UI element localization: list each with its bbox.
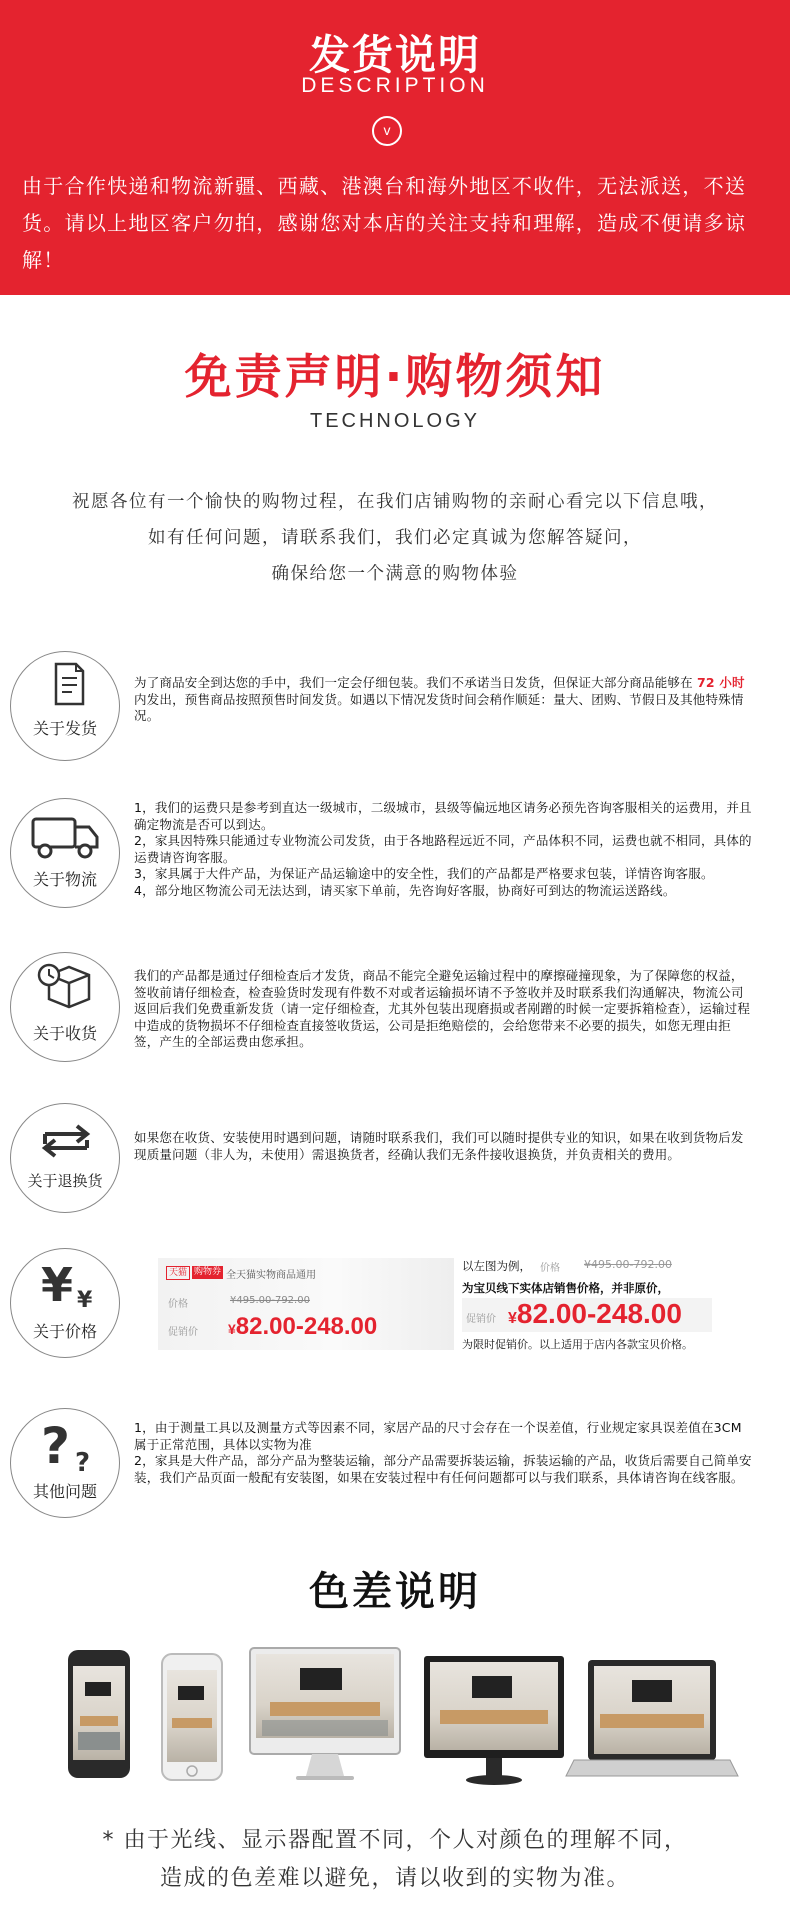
price-badge [10,1248,120,1358]
promo-explain-price [508,1298,682,1330]
promo-explain-value: 82.00-248.00 [516,1298,682,1329]
promo-field-label: 促销价 [168,1327,198,1338]
old-price: ¥495.00-792.00 [230,1295,310,1306]
shipping-label: 关于发货 [32,719,97,738]
logistics-text [134,800,754,899]
other-paragraph: 1，由于测量工具以及测量方式等因素不同，家居产品的尺寸会存在一个误差值，行业规定家具误差值在3CM属于正常范围，具体以实物为准 [134,1420,742,1452]
price-explain-label: 价格 [540,1263,560,1274]
truck-icon [11,799,121,909]
footnote-line: 造成的色差难以避免，请以收到的实物为准。 [159,1866,630,1891]
shipping-time-highlight: 72 小时 [696,675,745,690]
device-illustration [0,1640,790,1800]
color-section-title: 色差说明 [309,1569,481,1615]
returns-text: 如果您在收货、安装使用时遇到问题，请随时联系我们，我们可以随时提供专业的知识，如果在收到货物后发现质量问题（非人为，未使用）需退换货者，经确认我们无条件接收退换货，并负责相关的费用。 [134,1130,744,1162]
disclaimer-title: 免责声明·购物须知 [184,350,606,405]
svg-text:?: ? [41,1417,71,1475]
logistics-paragraph: 1，我们的运费只是参考到直达一级城市，二级城市，县级等偏远地区请务必预先咨询客服相关的运费用，并且确定物流是否可以到达。 [134,800,752,832]
logistics-label: 关于物流 [32,870,97,889]
shipping-text-before: 为了商品安全到达您的手中，我们一定会仔细包装。我们不承诺当日发货，但保证大部分商品能够在 [134,675,697,690]
banner-notice-text: 由于合作快递和物流新疆、西藏、港澳台和海外地区不收件，无法派送，不送货。请以上地区客户勿拍，感谢您对本店的关注支持和理解，造成不便请多谅解！ [22,174,747,272]
logistics-paragraph: 2，家具因特殊只能通过专业物流公司发货，由于各地路程远近不同，产品体积不同，运费也就不相同，具体的运费请咨询客服。 [134,833,752,865]
receiving-label: 关于收货 [32,1024,97,1043]
promo-explain-label: 促销价 [466,1314,496,1325]
promo-price-symbol: ¥ [228,1321,236,1337]
price-field-label: 价格 [168,1299,188,1310]
desktop-monitor-icon [250,1648,400,1780]
returns-label: 关于退换货 [27,1172,103,1190]
tmall-tag: 天猫 [166,1266,190,1280]
price-explain-old: ¥495.00-792.00 [584,1258,672,1271]
price-example-panel [158,1258,454,1350]
svg-text:?: ? [75,1448,91,1478]
logistics-paragraph: 4，部分地区物流公司无法达到，请买家下单前，先咨询好客服，协商好可到达的物流运送路线。 [134,882,676,898]
shipping-badge [10,651,120,761]
black-monitor-icon [424,1656,564,1785]
other-badge [10,1408,120,1518]
shipping-text [134,675,754,725]
package-clock-icon [11,953,121,1063]
phone-dark-icon [68,1650,130,1778]
logistics-paragraph: 3，家具属于大件产品，为保证产品运输途中的安全性，我们的产品都是严格要求包装，详情咨询客服。 [134,866,714,881]
logistics-badge [10,798,120,908]
banner-title: 发货说明 [309,31,481,79]
exchange-icon [11,1104,121,1214]
other-text [134,1420,754,1486]
receiving-text: 我们的产品都是通过仔细检查后才发货，商品不能完全避免运输过程中的摩擦碰撞现象，为了保障您的权益，签收前请仔细检查，检查验货时发现有件数不对或者运输损坏请不予签收并及时联系我们沟通解决，物流公司返回后我们免费重新发货（请一定仔细检查，尤其外包装出现磨损或者剐蹭的时候一定要拆箱检查），运输过程中造成的货物损坏不仔细检查直接签收货运，公司是拒绝赔偿的，会给您带来不必要的损失，如您无理由拒签，产生的全部运费由您承担。 [134,968,751,1049]
greeting-line: 确保给您一个满意的购物体验 [271,564,519,584]
price-explain-line: 为宝贝线下实体店销售价格，并非原价， [462,1281,669,1295]
price-explain-prefix: 以左图为例， [462,1259,531,1273]
promo-explain-symbol: ¥ [508,1310,517,1327]
chevron-down-icon: v [372,116,402,146]
coupon-text: 全天猫实物商品通用 [226,1270,316,1281]
svg-text:¥: ¥ [41,1258,74,1312]
phone-white-icon [162,1654,222,1780]
document-icon [11,652,121,762]
shipping-text-after: 内发出，预售商品按照预售时间发货。如遇以下情况发货时间会稍作顺延：量大、团购、节假日及其他特殊情况。 [134,691,744,723]
greeting-text [0,484,790,592]
shipping-banner [0,0,790,295]
footnote-line: * 由于光线、显示器配置不同，个人对颜色的理解不同， [102,1828,688,1853]
promo-price-value: 82.00-248.00 [235,1313,378,1340]
promo-explain-line: 为限时促销价。以上适用于店内各款宝贝价格。 [462,1338,693,1351]
other-paragraph: 2，家具是大件产品，部分产品为整装运输，部分产品需要拆装运输，拆装运输的产品，收货后需要自己简单安装，我们产品页面一般配有安装图，如果在安装过程中有任何问题都可以与我们联系，具体请咨询在线客服。 [134,1453,752,1485]
greeting-line: 祝愿各位有一个愉快的购物过程，在我们店铺购物的亲耐心看完以下信息哦， [72,492,718,512]
laptop-icon [566,1660,738,1776]
price-label: 关于价格 [32,1322,97,1341]
receiving-badge [10,952,120,1062]
returns-badge [10,1103,120,1213]
banner-subtitle: DESCRIPTION [301,74,489,97]
promo-price [228,1313,377,1341]
greeting-line: 如有任何问题，请联系我们，我们必定真诚为您解答疑问， [148,528,642,548]
svg-text:¥: ¥ [77,1288,93,1313]
other-label: 其他问题 [32,1482,97,1501]
disclaimer-subtitle: TECHNOLOGY [309,410,481,432]
yen-icon [11,1249,121,1359]
question-icon [11,1409,121,1519]
color-footnote [0,1822,790,1898]
coupon-tag: 购物券 [194,1267,222,1277]
